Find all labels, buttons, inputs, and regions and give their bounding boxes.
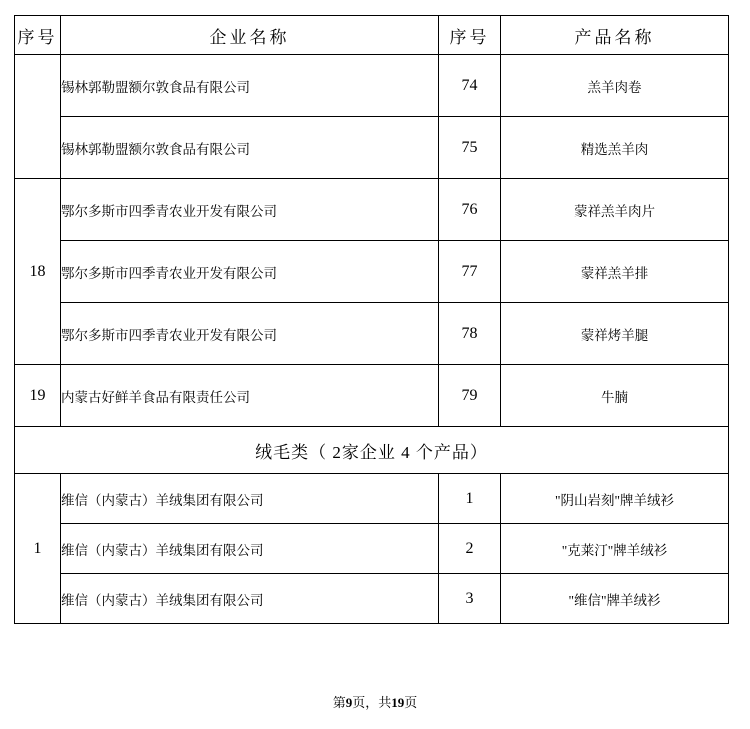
row-enterprise-cell: 鄂尔多斯市四季青农业开发有限公司 bbox=[61, 179, 439, 241]
row-product-cell: 羔羊肉卷 bbox=[501, 55, 729, 117]
row-num-cell: 3 bbox=[439, 574, 501, 624]
document-page bbox=[0, 15, 750, 729]
footer-suffix: 页 bbox=[404, 695, 418, 710]
row-product-cell: "阴山岩刻"牌羊绒衫 bbox=[501, 474, 729, 524]
row-num-cell: 75 bbox=[439, 117, 501, 179]
table-row bbox=[15, 241, 729, 303]
product-listing-table bbox=[14, 15, 729, 624]
row-num-cell: 78 bbox=[439, 303, 501, 365]
table-row bbox=[15, 117, 729, 179]
header-seq-1: 序号 bbox=[15, 16, 61, 55]
row-product-cell: 精选羔羊肉 bbox=[501, 117, 729, 179]
footer-middle: 页，共 bbox=[352, 695, 392, 710]
footer-page-number: 9 bbox=[345, 695, 353, 710]
row-seq-cell: 19 bbox=[15, 365, 61, 427]
table-row bbox=[15, 524, 729, 574]
row-product-cell: "维信"牌羊绒衫 bbox=[501, 574, 729, 624]
row-enterprise-cell: 维信（内蒙古）羊绒集团有限公司 bbox=[61, 474, 439, 524]
row-product-cell: 蒙祥羔羊肉片 bbox=[501, 179, 729, 241]
row-product-cell: 牛腩 bbox=[501, 365, 729, 427]
table-row bbox=[15, 474, 729, 524]
header-product-name: 产品名称 bbox=[501, 16, 729, 55]
row-num-cell: 1 bbox=[439, 474, 501, 524]
section-title: 绒毛类（ 2家企业 4 个产品） bbox=[15, 427, 729, 474]
row-product-cell: 蒙祥烤羊腿 bbox=[501, 303, 729, 365]
row-product-cell: 蒙祥羔羊排 bbox=[501, 241, 729, 303]
row-enterprise-cell: 锡林郭勒盟额尔敦食品有限公司 bbox=[61, 55, 439, 117]
row-seq-cell bbox=[15, 55, 61, 179]
row-product-cell: "克莱汀"牌羊绒衫 bbox=[501, 524, 729, 574]
table-row bbox=[15, 365, 729, 427]
footer-prefix: 第 bbox=[332, 695, 346, 710]
section-title-row bbox=[15, 427, 729, 474]
table-row bbox=[15, 303, 729, 365]
row-enterprise-cell: 鄂尔多斯市四季青农业开发有限公司 bbox=[61, 303, 439, 365]
header-seq-2: 序号 bbox=[439, 16, 501, 55]
table-row bbox=[15, 574, 729, 624]
footer-total-pages: 19 bbox=[391, 695, 405, 710]
row-num-cell: 79 bbox=[439, 365, 501, 427]
row-num-cell: 77 bbox=[439, 241, 501, 303]
page-footer bbox=[0, 692, 750, 711]
row-num-cell: 2 bbox=[439, 524, 501, 574]
table-row bbox=[15, 55, 729, 117]
row-enterprise-cell: 维信（内蒙古）羊绒集团有限公司 bbox=[61, 524, 439, 574]
row-enterprise-cell: 内蒙古好鲜羊食品有限责任公司 bbox=[61, 365, 439, 427]
table-row bbox=[15, 179, 729, 241]
row-enterprise-cell: 鄂尔多斯市四季青农业开发有限公司 bbox=[61, 241, 439, 303]
table-header-row bbox=[15, 16, 729, 55]
row-enterprise-cell: 锡林郭勒盟额尔敦食品有限公司 bbox=[61, 117, 439, 179]
header-enterprise-name: 企业名称 bbox=[61, 16, 439, 55]
row-enterprise-cell: 维信（内蒙古）羊绒集团有限公司 bbox=[61, 574, 439, 624]
row-num-cell: 76 bbox=[439, 179, 501, 241]
row-seq-cell: 1 bbox=[15, 474, 61, 624]
row-seq-cell: 18 bbox=[15, 179, 61, 365]
row-num-cell: 74 bbox=[439, 55, 501, 117]
